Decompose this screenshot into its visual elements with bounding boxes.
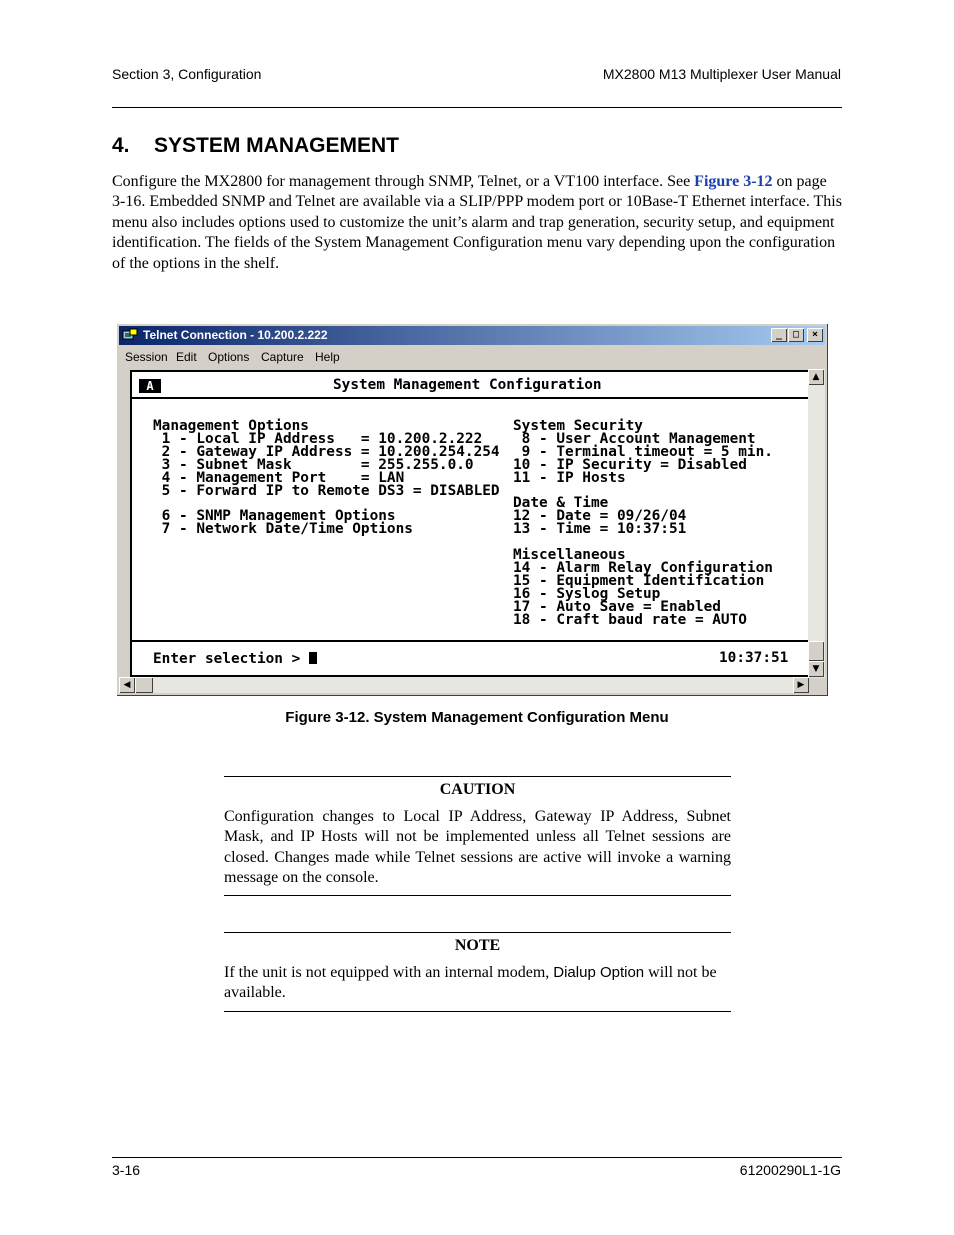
scroll-left-icon[interactable]: ◀	[119, 677, 135, 693]
dialup-option-name: Dialup Option	[553, 964, 645, 981]
section-number: 4.	[112, 134, 130, 157]
menu-help[interactable]: Help	[315, 350, 340, 364]
right-options-list	[513, 420, 773, 626]
screen-title: System Management Configuration	[333, 377, 602, 393]
screen-title-divider	[132, 397, 808, 399]
vertical-scrollbar[interactable]	[808, 369, 825, 678]
right-line: 16 - Syslog Setup	[513, 585, 661, 602]
caution-title: CAUTION	[439, 781, 516, 798]
intro-text-start: Configure the MX2800 for management through SNMP, Telnet, or a VT100 interface. See	[112, 173, 695, 190]
right-line: Miscellaneous	[513, 547, 626, 564]
window-titlebar[interactable]	[119, 326, 825, 345]
right-line: 11 - IP Hosts	[513, 469, 626, 486]
footer-rule	[112, 1157, 842, 1158]
caution-text: Configuration changes to Local IP Address, Gateway IP Address, Subnet Mask, and IP Hosts will not be implemented unless all Telnet sessions are closed. Changes made while Telnet sessions are active will invoke a warning message on the console.	[224, 808, 731, 887]
left-line: 4 - Management Port = LAN	[153, 469, 405, 486]
scroll-right-icon[interactable]: ▶	[793, 677, 809, 693]
intro-text-end: on page 3-16. Embedded SNMP and Telnet are available via a SLIP/PPP modem port or 10Base-T Ethernet interface. This menu also includes options used to customize the unit’s alarm and trap generation, security setup, and equipment identification. The fields of the System Management Configuration menu vary depending upon the configuration of the options in the shelf.	[112, 173, 842, 272]
right-line: System Security	[513, 418, 643, 434]
hscroll-thumb[interactable]	[135, 677, 153, 693]
right-line: 10 - IP Security = Disabled	[513, 456, 747, 473]
terminal-screen[interactable]	[130, 370, 810, 677]
caution-bottom-rule	[224, 895, 731, 896]
right-line: Date & Time	[513, 495, 609, 512]
note-text-end: will not be available.	[224, 964, 717, 1002]
note-title: NOTE	[454, 937, 501, 954]
left-line: 3 - Subnet Mask = 255.255.0.0	[153, 456, 474, 473]
section-title: SYSTEM MANAGEMENT	[154, 134, 400, 157]
close-button[interactable]: ×	[807, 328, 823, 342]
right-line: 15 - Equipment Identification	[513, 572, 765, 589]
running-header-title: MX2800 M13 Multiplexer User Manual	[602, 66, 841, 82]
scroll-up-icon[interactable]: ▲	[808, 369, 824, 385]
prompt-divider	[132, 640, 808, 642]
telnet-app-icon	[122, 328, 138, 343]
right-line: 9 - Terminal timeout = 5 min.	[513, 443, 773, 460]
intro-paragraph	[112, 172, 842, 274]
prompt-text: Enter selection >	[153, 651, 309, 667]
document-number: 61200290L1-1G	[739, 1162, 841, 1178]
menu-session[interactable]: Session	[125, 350, 168, 364]
right-line: 17 - Auto Save = Enabled	[513, 598, 721, 615]
command-prompt[interactable]	[153, 652, 317, 666]
header-rule	[112, 107, 842, 108]
left-line: 1 - Local IP Address = 10.200.2.222	[153, 430, 483, 447]
scroll-down-icon[interactable]: ▼	[808, 661, 824, 677]
note-top-rule	[224, 932, 731, 933]
left-line: Management Options	[153, 418, 309, 434]
maximize-button[interactable]: □	[788, 328, 804, 342]
caution-top-rule	[224, 776, 731, 777]
menu-bar	[119, 347, 825, 367]
menu-edit[interactable]: Edit	[176, 350, 197, 364]
text-cursor	[309, 652, 317, 664]
note-text-start: If the unit is not equipped with an internal modem,	[224, 964, 554, 981]
menu-capture[interactable]: Capture	[261, 350, 304, 364]
figure-link[interactable]: Figure 3-12	[694, 173, 773, 190]
telnet-window	[116, 323, 828, 696]
right-line: 12 - Date = 09/26/04	[513, 508, 687, 525]
left-line: 5 - Forward IP to Remote DS3 = DISABLED	[153, 482, 500, 499]
note-bottom-rule	[224, 1011, 731, 1012]
screen-badge: A	[139, 379, 161, 393]
clock-readout: 10:37:51	[719, 650, 789, 666]
right-line: 13 - Time = 10:37:51	[513, 521, 687, 538]
right-line: 14 - Alarm Relay Configuration	[513, 559, 773, 576]
figure-caption: Figure 3-12. System Management Configuration Menu	[285, 709, 669, 726]
right-line: 18 - Craft baud rate = AUTO	[513, 611, 747, 628]
right-line: 8 - User Account Management	[513, 430, 756, 447]
menu-options[interactable]: Options	[208, 350, 250, 364]
management-options-list	[153, 420, 500, 536]
left-line: 7 - Network Date/Time Options	[153, 521, 413, 538]
note-text	[224, 963, 731, 1004]
minimize-button[interactable]: _	[771, 328, 787, 342]
window-title: Telnet Connection - 10.200.2.222	[143, 328, 328, 342]
running-header-section: Section 3, Configuration	[112, 66, 262, 82]
horizontal-scrollbar[interactable]	[119, 677, 809, 693]
page-number: 3-16	[112, 1162, 141, 1178]
left-line: 6 - SNMP Management Options	[153, 508, 396, 525]
left-line: 2 - Gateway IP Address = 10.200.254.254	[153, 443, 500, 460]
section-heading	[112, 134, 399, 158]
scroll-thumb[interactable]	[808, 641, 824, 661]
